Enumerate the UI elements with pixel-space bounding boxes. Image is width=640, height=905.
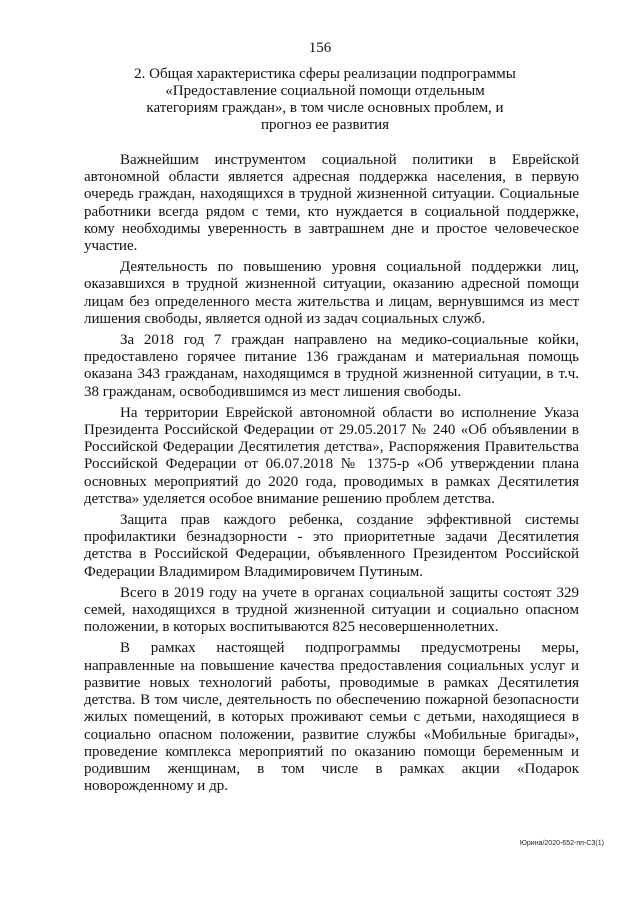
paragraph: Важнейшим инструментом социальной политики в Еврейской автономной области является адресная поддержка населения, в первую очередь граждан, находящихся в трудной жизненной ситуации. Социальные работники всегда рядом с теми, кто нуждается в социальной поддержке, кому необходимы уверенность в завтрашнем дне и простое человеческое участие.	[84, 152, 579, 255]
document-code: Юрина/2020-652-пп-СЗ(1)	[519, 840, 604, 847]
section-title: 2. Общая характеристика сферы реализации подпрограммы «Предоставление социальной помощи отдельным категориям граждан», в том числе основных проблем, и прогноз ее развития	[134, 66, 516, 133]
paragraph: Деятельность по повышению уровня социальной поддержки лиц, оказавшихся в трудной жизненной ситуации, оказанию адресной помощи лицам без определенного места жительства и лицам, вернувшимся из мест лишения свободы, является одной из задач социальных служб.	[84, 259, 579, 327]
document-body	[84, 152, 579, 799]
paragraph: В рамках настоящей подпрограммы предусмотрены меры, направленные на повышение качества предоставления социальных услуг и развитие новых технологий работы, проводимые в рамках Десятилетия детства. В том числе, деятельность по обеспечению пожарной безопасности жилых помещений, в которых проживают семьи с детьми, находящиеся в социально опасном положении, развитие службы «Мобильные бригады», проведение комплекса мероприятий по оказанию помощи беременным и родившим женщинам, в том числе в рамках акции «Подарок новорожденному и др.	[84, 640, 579, 795]
paragraph: За 2018 год 7 граждан направлено на медико-социальные койки, предоставлено горячее питание 136 гражданам и материальная помощь оказана 343 гражданам, находящимся в трудной жизненной ситуации, в т.ч. 38 гражданам, освободившимся из мест лишения свободы.	[84, 332, 579, 400]
paragraph: Всего в 2019 году на учете в органах социальной защиты состоят 329 семей, находящихся в трудной жизненной ситуации и социально опасном положении, в которых воспитываются 825 несовершеннолетних.	[84, 584, 579, 636]
paragraph: Защита прав каждого ребенка, создание эффективной системы профилактики безнадзорности - это приоритетные задачи Десятилетия детства в Российской Федерации, объявленного Президентом Российской Федерации Владимиром Владимировичем Путиным.	[84, 512, 579, 580]
page-number: 156	[308, 40, 332, 56]
paragraph: На территории Еврейской автономной области во исполнение Указа Президента Российской Федерации от 29.05.2017 № 240 «Об объявлении в Российской Федерации Десятилетия детства», Распоряжения Правительства Российской Федерации от 06.07.2018 № 1375-р «Об утверждении плана основных мероприятий до 2020 года, проводимых в рамках Десятилетия детства» уделяется особое внимание решению проблем детства.	[84, 404, 579, 507]
